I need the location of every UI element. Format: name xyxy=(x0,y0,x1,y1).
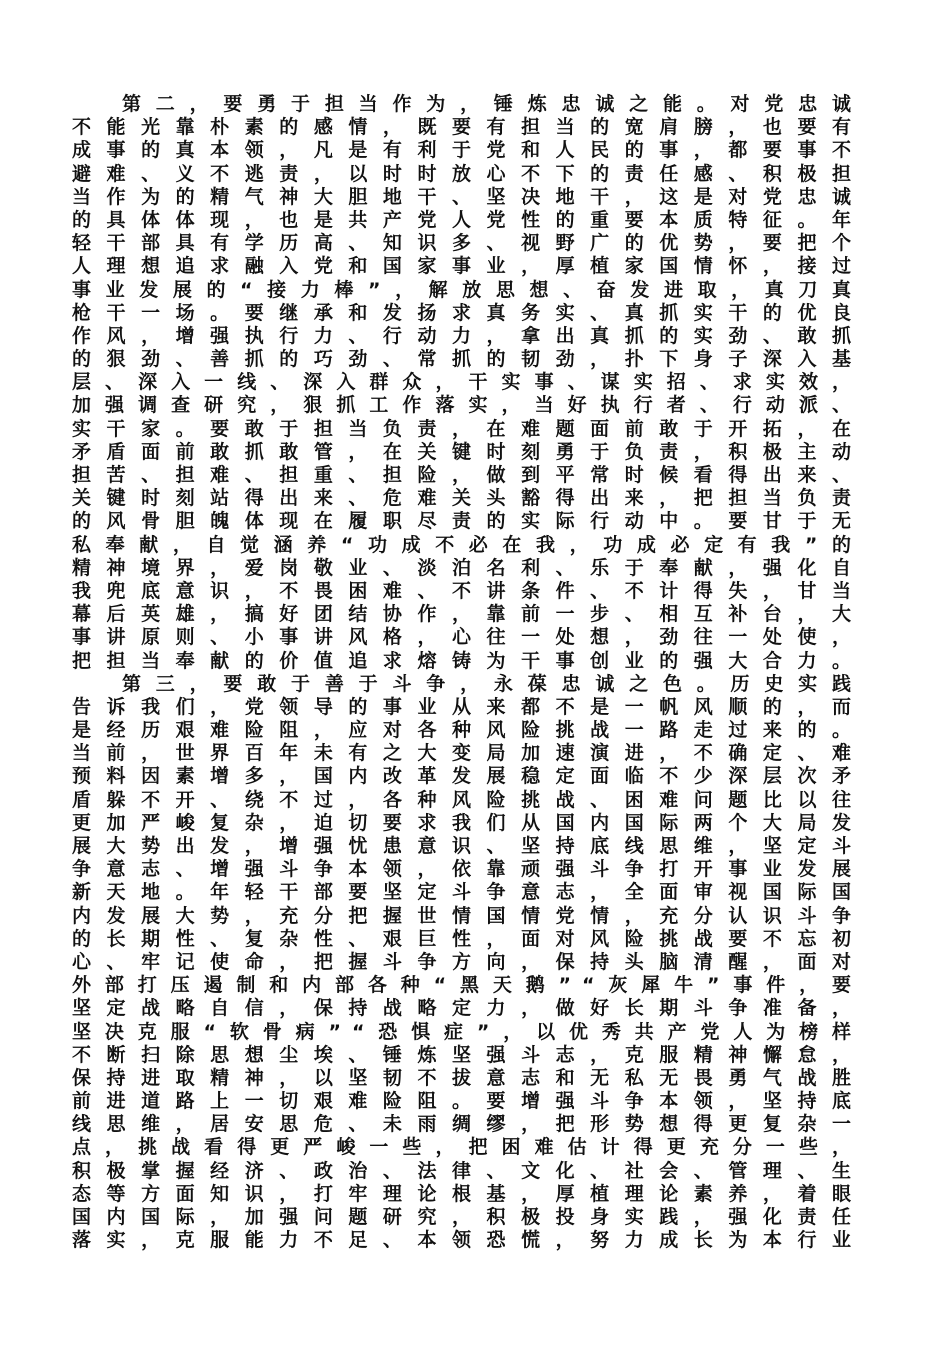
text-line: 不能光靠朴素的感情，既要有担当的宽肩膀，也要有 xyxy=(72,116,862,139)
text-line: 争意志、增强斗争本领，依靠顽强斗争打开事业发展 xyxy=(72,858,862,881)
text-line: 是经历艰难险阻，应对各种风险挑战一路走过来的。 xyxy=(72,719,862,742)
text-line: 担苦、担难、担重、担险，做到平常时候看得出来、 xyxy=(72,464,862,486)
text-line: 告诉我们，党领导的事业从来都不是一帆风顺的，而 xyxy=(72,695,862,718)
text-line: 把担当奉献的价值追求熔铸为干事创业的强大合力。 xyxy=(72,649,862,672)
text-line: 事讲原则、小事讲风格，心往一处想，劲往一处使， xyxy=(72,626,862,649)
text-line: 态等方面知识，打牢理论根基，厚植理论素养，着眼 xyxy=(72,1182,862,1205)
text-line: 幕后英雄，搞好团结协作，靠前一步、相互补台，大 xyxy=(72,603,862,626)
text-line: 第二，要勇于担当作为，锤炼忠诚之能。对党忠诚 xyxy=(122,93,862,115)
text-line: 成事的真本领，凡是有利于党和人民的事，都要事不 xyxy=(72,139,862,162)
text-line: 更加严峻复杂，迫切要求我们从国内国际两个大局发 xyxy=(72,811,862,834)
text-line: 当作为的精气神大胆地干、坚决地干，这是对党忠诚 xyxy=(72,185,862,208)
text-line: 轻干部具有学历高、知识多、视野广的优势，要把个 xyxy=(72,232,862,255)
text-line: 坚决克服“软骨病”“恐惧症”，以优秀共产党人为榜样 xyxy=(72,1020,862,1043)
text-line: 当前，世界百年未有之大变局加速演进，不确定、难 xyxy=(72,742,862,765)
text-line: 避难、义不逃责，以时时放心不下的责任感、积极担 xyxy=(72,162,862,185)
text-line: 积极掌握经济、政治、法律、文化、社会、管理、生 xyxy=(72,1159,862,1182)
text-line: 人理想追求融入党和国家事业，厚植家国情怀，接过 xyxy=(72,255,862,278)
text-line: 私奉献，自觉涵养“功成不必在我，功成必定有我”的 xyxy=(72,533,862,556)
text-line: 事业发展的“接力棒”，解放思想、奋发进取，真刀真 xyxy=(72,278,862,301)
text-line: 的具体体现，也是共产党人党性的重要本质特征。年 xyxy=(72,208,862,231)
text-line: 精神境界，爱岗敬业、淡泊名利、乐于奉献，强化自 xyxy=(72,556,862,579)
text-line: 前进道路上一切艰难险阻。要增强斗争本领，坚持底 xyxy=(72,1090,862,1113)
text-line: 矛盾面前敢抓敢管，在关键时刻勇于负责，积极主动 xyxy=(72,440,862,463)
text-line: 展大势出发，增强忧患意识、坚持底线思维，坚定斗 xyxy=(72,835,862,857)
text-line: 枪干一场。要继承和发扬求真务实、真抓实干的优良 xyxy=(72,301,862,324)
text-line: 加强调查研究，狠抓工作落实，当好执行者、行动派、 xyxy=(72,394,862,417)
text-line: 我兜底意识，不畏困难、不讲条件、不计得失，甘当 xyxy=(72,579,862,602)
text-line: 落实，克服能力不足、本领恐慌，努力成长为本行业 xyxy=(72,1229,862,1252)
text-line: 层、深入一线、深入群众，干实事、谋实招、求实效， xyxy=(72,371,862,394)
text-line: 的风骨胆魄体现在履职尽责的实际行动中。要甘于无 xyxy=(72,510,862,533)
text-line: 预料因素增多，国内改革发展稳定面临不少深层次矛 xyxy=(72,765,862,788)
text-line: 盾躲不开、绕不过，各种风险挑战、困难问题比以往 xyxy=(72,788,862,811)
text-line: 点，挑战看得更严峻一些，把困难估计得更充分一些， xyxy=(72,1136,862,1159)
text-line: 坚定战略自信，保持战略定力，做好长期斗争准备， xyxy=(72,997,862,1020)
text-line: 线思维，居安思危、未雨绸缪，把形势想得更复杂一 xyxy=(72,1113,862,1136)
text-line: 内发展大势，充分把握世情国情党情，充分认识斗争 xyxy=(72,904,862,927)
text-line: 关键时刻站得出来、危难关头豁得出来，把担当负责 xyxy=(72,487,862,510)
text-line: 国内国际，加强问题研究，积极投身实践，强化责任 xyxy=(72,1206,862,1228)
text-line: 新天地。年轻干部要坚定斗争意志，全面审视国际国 xyxy=(72,881,862,904)
text-line: 的长期性、复杂性、艰巨性，面对风险挑战要不忘初 xyxy=(72,927,862,950)
text-line: 保持进取精神，以坚韧不拔意志和无私无畏勇气战胜 xyxy=(72,1066,862,1089)
text-line: 作风，增强执行力、行动力，拿出真抓的实劲、敢抓 xyxy=(72,324,862,347)
text-line: 外部打压遏制和内部各种“黑天鹅”“灰犀牛”事件，要 xyxy=(72,974,862,997)
text-line: 的狠劲、善抓的巧劲、常抓的韧劲，扑下身子深入基 xyxy=(72,348,862,371)
text-line: 心、牢记使命，把握斗争方向，保持头脑清醒，面对 xyxy=(72,950,862,973)
text-line: 实干家。要敢于担当负责，在难题面前敢于开拓，在 xyxy=(72,417,862,440)
text-line: 不断扫除思想尘埃、锤炼坚强斗志，克服精神懈怠， xyxy=(72,1043,862,1066)
body-text xyxy=(72,93,902,1252)
text-line: 第三，要敢于善于斗争，永葆忠诚之色。历史实践 xyxy=(122,672,862,695)
